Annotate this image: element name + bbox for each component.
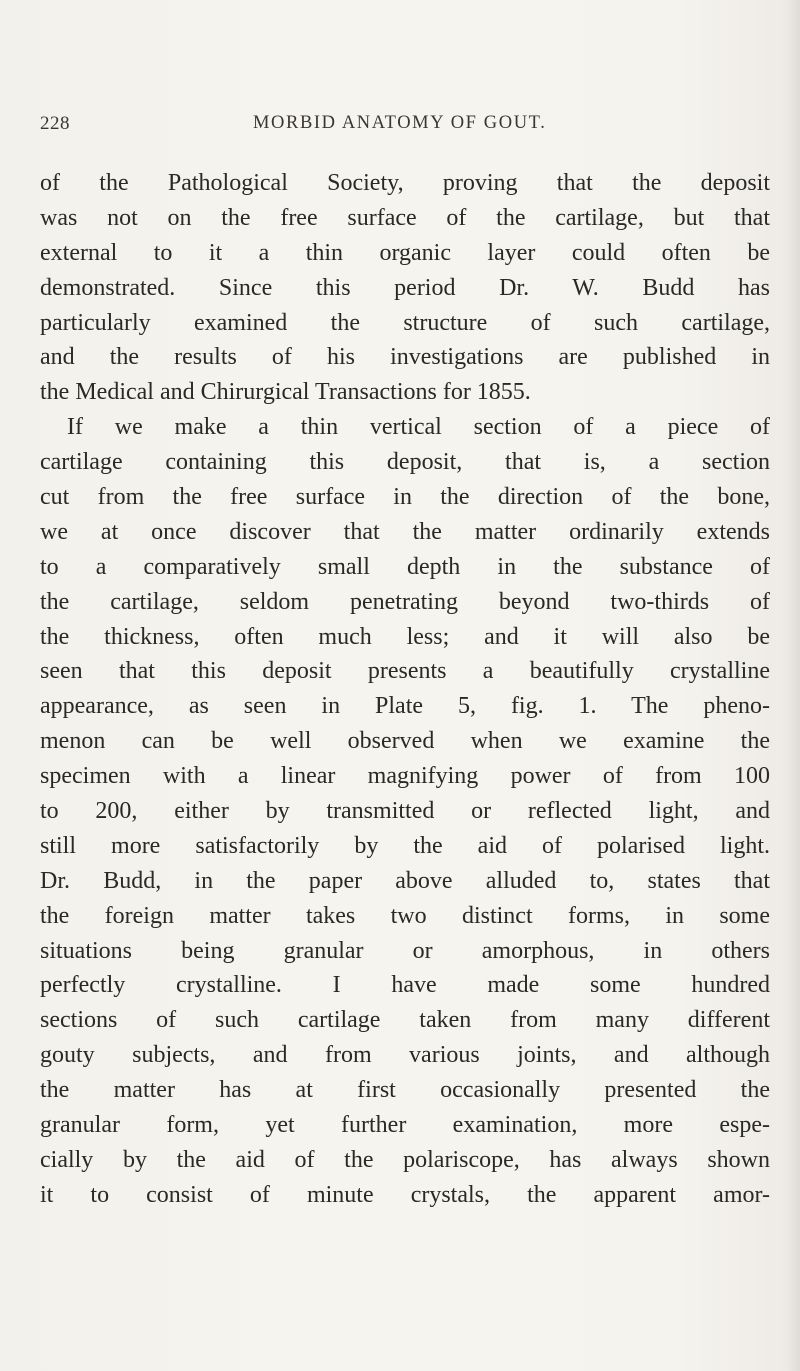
- text-line: to a comparatively small depth in the substance of: [40, 553, 770, 580]
- text-line: the Medical and Chirurgical Transactions for 1855.: [40, 379, 531, 406]
- text-line: gouty subjects, and from various joints, and although: [40, 1042, 770, 1069]
- text-line: particularly examined the structure of such cartilage,: [40, 309, 770, 336]
- text-line: was not on the free surface of the cartilage, but that: [40, 204, 770, 231]
- text-line: to 200, either by transmitted or reflected light, and: [40, 798, 770, 825]
- text-line: it to consist of minute crystals, the apparent amor-: [40, 1181, 770, 1208]
- text-line: situations being granular or amorphous, in others: [40, 937, 770, 964]
- text-line: the foreign matter takes two distinct forms, in some: [40, 902, 770, 929]
- page-edge-shadow: [786, 0, 800, 1371]
- running-title: MORBID ANATOMY OF GOUT.: [253, 113, 547, 133]
- text-line: demonstrated. Since this period Dr. W. Budd has: [40, 274, 770, 301]
- text-line: perfectly crystalline. I have made some hundred: [40, 972, 770, 999]
- text-line: we at once discover that the matter ordinarily extends: [40, 518, 770, 545]
- text-line: appearance, as seen in Plate 5, fig. 1. The pheno-: [40, 693, 770, 720]
- body-text: [40, 166, 770, 1213]
- text-line: the matter has at first occasionally presented the: [40, 1077, 770, 1104]
- text-line: cartilage containing this deposit, that is, a section: [40, 449, 770, 476]
- text-line: external to it a thin organic layer could often be: [40, 239, 770, 266]
- page-header: [40, 113, 760, 143]
- text-line: seen that this deposit presents a beautifully crystalline: [40, 658, 770, 685]
- text-line: the cartilage, seldom penetrating beyond two-thirds of: [40, 588, 770, 615]
- text-line: sections of such cartilage taken from many different: [40, 1007, 770, 1034]
- text-line: specimen with a linear magnifying power of from 100: [40, 763, 770, 790]
- text-line: cut from the free surface in the direction of the bone,: [40, 484, 770, 511]
- text-line: menon can be well observed when we examine the: [40, 728, 770, 755]
- text-line: the thickness, often much less; and it will also be: [40, 623, 770, 650]
- text-line: still more satisfactorily by the aid of polarised light.: [40, 832, 770, 859]
- text-line: cially by the aid of the polariscope, has always shown: [40, 1146, 770, 1173]
- text-line: of the Pathological Society, proving that the deposit: [40, 170, 770, 196]
- text-line: If we make a thin vertical section of a piece of: [67, 414, 770, 441]
- text-line: and the results of his investigations are published in: [40, 344, 770, 371]
- text-line: Dr. Budd, in the paper above alluded to, states that: [40, 867, 770, 894]
- page-number: 228: [40, 113, 70, 134]
- text-line: granular form, yet further examination, more espe-: [40, 1112, 770, 1139]
